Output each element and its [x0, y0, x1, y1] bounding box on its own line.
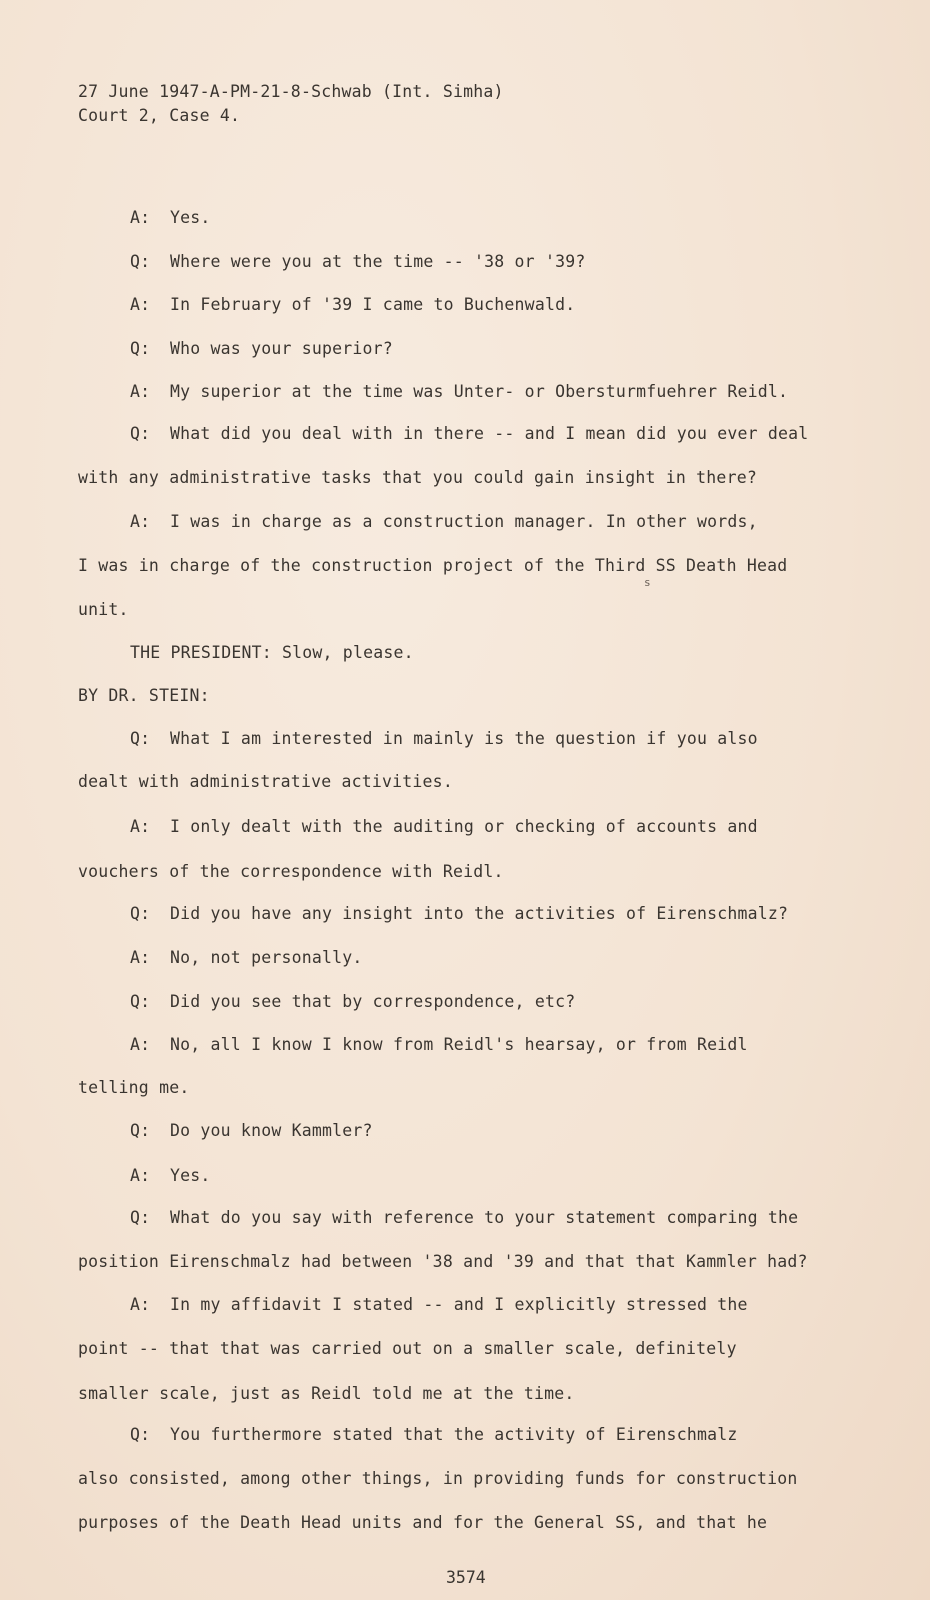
speaker-label: Q:	[130, 904, 151, 923]
line-text: What I am interested in mainly is the question if you also	[170, 729, 758, 748]
line-text: Did you have any insight into the activities of Eirenschmalz?	[170, 904, 789, 923]
question-line	[130, 252, 586, 271]
continuation-line: dealt with administrative activities.	[78, 772, 453, 791]
speaker-label: A:	[130, 1295, 151, 1314]
speaker-label: A:	[130, 295, 151, 314]
answer-line	[130, 1166, 211, 1185]
line-text: Who was your superior?	[170, 339, 393, 358]
continuation-line: position Eirenschmalz had between '38 and '39 and that that Kammler had?	[78, 1252, 808, 1271]
line-text: No, not personally.	[170, 948, 363, 967]
question-line	[130, 424, 808, 443]
answer-line	[130, 512, 758, 531]
line-text: Yes.	[170, 208, 211, 227]
speaker-label: Q:	[130, 729, 151, 748]
continuation-line: with any administrative tasks that you could gain insight in there?	[78, 468, 757, 487]
answer-line	[130, 295, 575, 314]
line-text: Do you know Kammler?	[170, 1121, 373, 1140]
speaker-label: Q:	[130, 424, 151, 443]
answer-line	[130, 948, 363, 967]
line-text: What did you deal with in there -- and I mean did you ever deal	[170, 424, 809, 443]
answer-line	[130, 382, 788, 401]
question-line	[130, 1121, 373, 1140]
line-text: Did you see that by correspondence, etc?	[170, 992, 576, 1011]
line-text: In my affidavit I stated -- and I explicitly stressed the	[170, 1295, 748, 1314]
line-text: My superior at the time was Unter- or Obersturmfuehrer Reidl.	[170, 382, 789, 401]
speaker-label: A:	[130, 512, 151, 531]
continuation-line: vouchers of the correspondence with Reidl.	[78, 862, 504, 881]
continuation-line: point -- that that was carried out on a smaller scale, definitely	[78, 1339, 737, 1358]
page-number: 3574	[446, 1568, 486, 1587]
examiner-line: BY DR. STEIN:	[78, 686, 210, 705]
line-text: Yes.	[170, 1166, 211, 1185]
line-text: In February of '39 I came to Buchenwald.	[170, 295, 576, 314]
question-line	[130, 1208, 798, 1227]
line-text: Where were you at the time -- '38 or '39?	[170, 252, 586, 271]
answer-line	[130, 1035, 748, 1054]
line-text: No, all I know I know from Reidl's hearsay, or from Reidl	[170, 1035, 748, 1054]
continuation-line: unit.	[78, 600, 129, 619]
line-text: I only dealt with the auditing or checking of accounts and	[170, 817, 758, 836]
continuation-line: also consisted, among other things, in providing funds for construction	[78, 1469, 798, 1488]
header-line-1: 27 June 1947-A-PM-21-8-Schwab (Int. Simha)	[78, 82, 504, 101]
line-text: What do you say with reference to your statement comparing the	[170, 1208, 799, 1227]
continuation-line: telling me.	[78, 1078, 190, 1097]
speaker-label: A:	[130, 1166, 151, 1185]
question-line	[130, 1425, 738, 1444]
speaker-label: A:	[130, 208, 151, 227]
question-line	[130, 904, 788, 923]
question-line	[130, 339, 393, 358]
speaker-label: Q:	[130, 1425, 151, 1444]
speaker-label: Q:	[130, 1121, 151, 1140]
question-line	[130, 729, 758, 748]
answer-line	[130, 208, 211, 227]
speaker-label: Q:	[130, 1208, 151, 1227]
line-text: You furthermore stated that the activity of Eirenschmalz	[170, 1425, 738, 1444]
header-line-2: Court 2, Case 4.	[78, 106, 241, 125]
question-line	[130, 992, 575, 1011]
speaker-label: Q:	[130, 252, 151, 271]
answer-line	[130, 1295, 748, 1314]
continuation-line: purposes of the Death Head units and for the General SS, and that he	[78, 1513, 768, 1532]
handwritten-annotation: s	[644, 576, 651, 589]
speaker-label: Q:	[130, 339, 151, 358]
speaker-label: A:	[130, 382, 151, 401]
speaker-label: A:	[130, 1035, 151, 1054]
answer-line	[130, 817, 758, 836]
speaker-label: A:	[130, 948, 151, 967]
speaker-line: THE PRESIDENT: Slow, please.	[130, 643, 414, 662]
continuation-line: smaller scale, just as Reidl told me at the time.	[78, 1384, 575, 1403]
speaker-label: A:	[130, 817, 151, 836]
continuation-line: I was in charge of the construction project of the Third SS Death Head	[78, 556, 788, 575]
line-text: I was in charge as a construction manager. In other words,	[170, 512, 758, 531]
speaker-label: Q:	[130, 992, 151, 1011]
